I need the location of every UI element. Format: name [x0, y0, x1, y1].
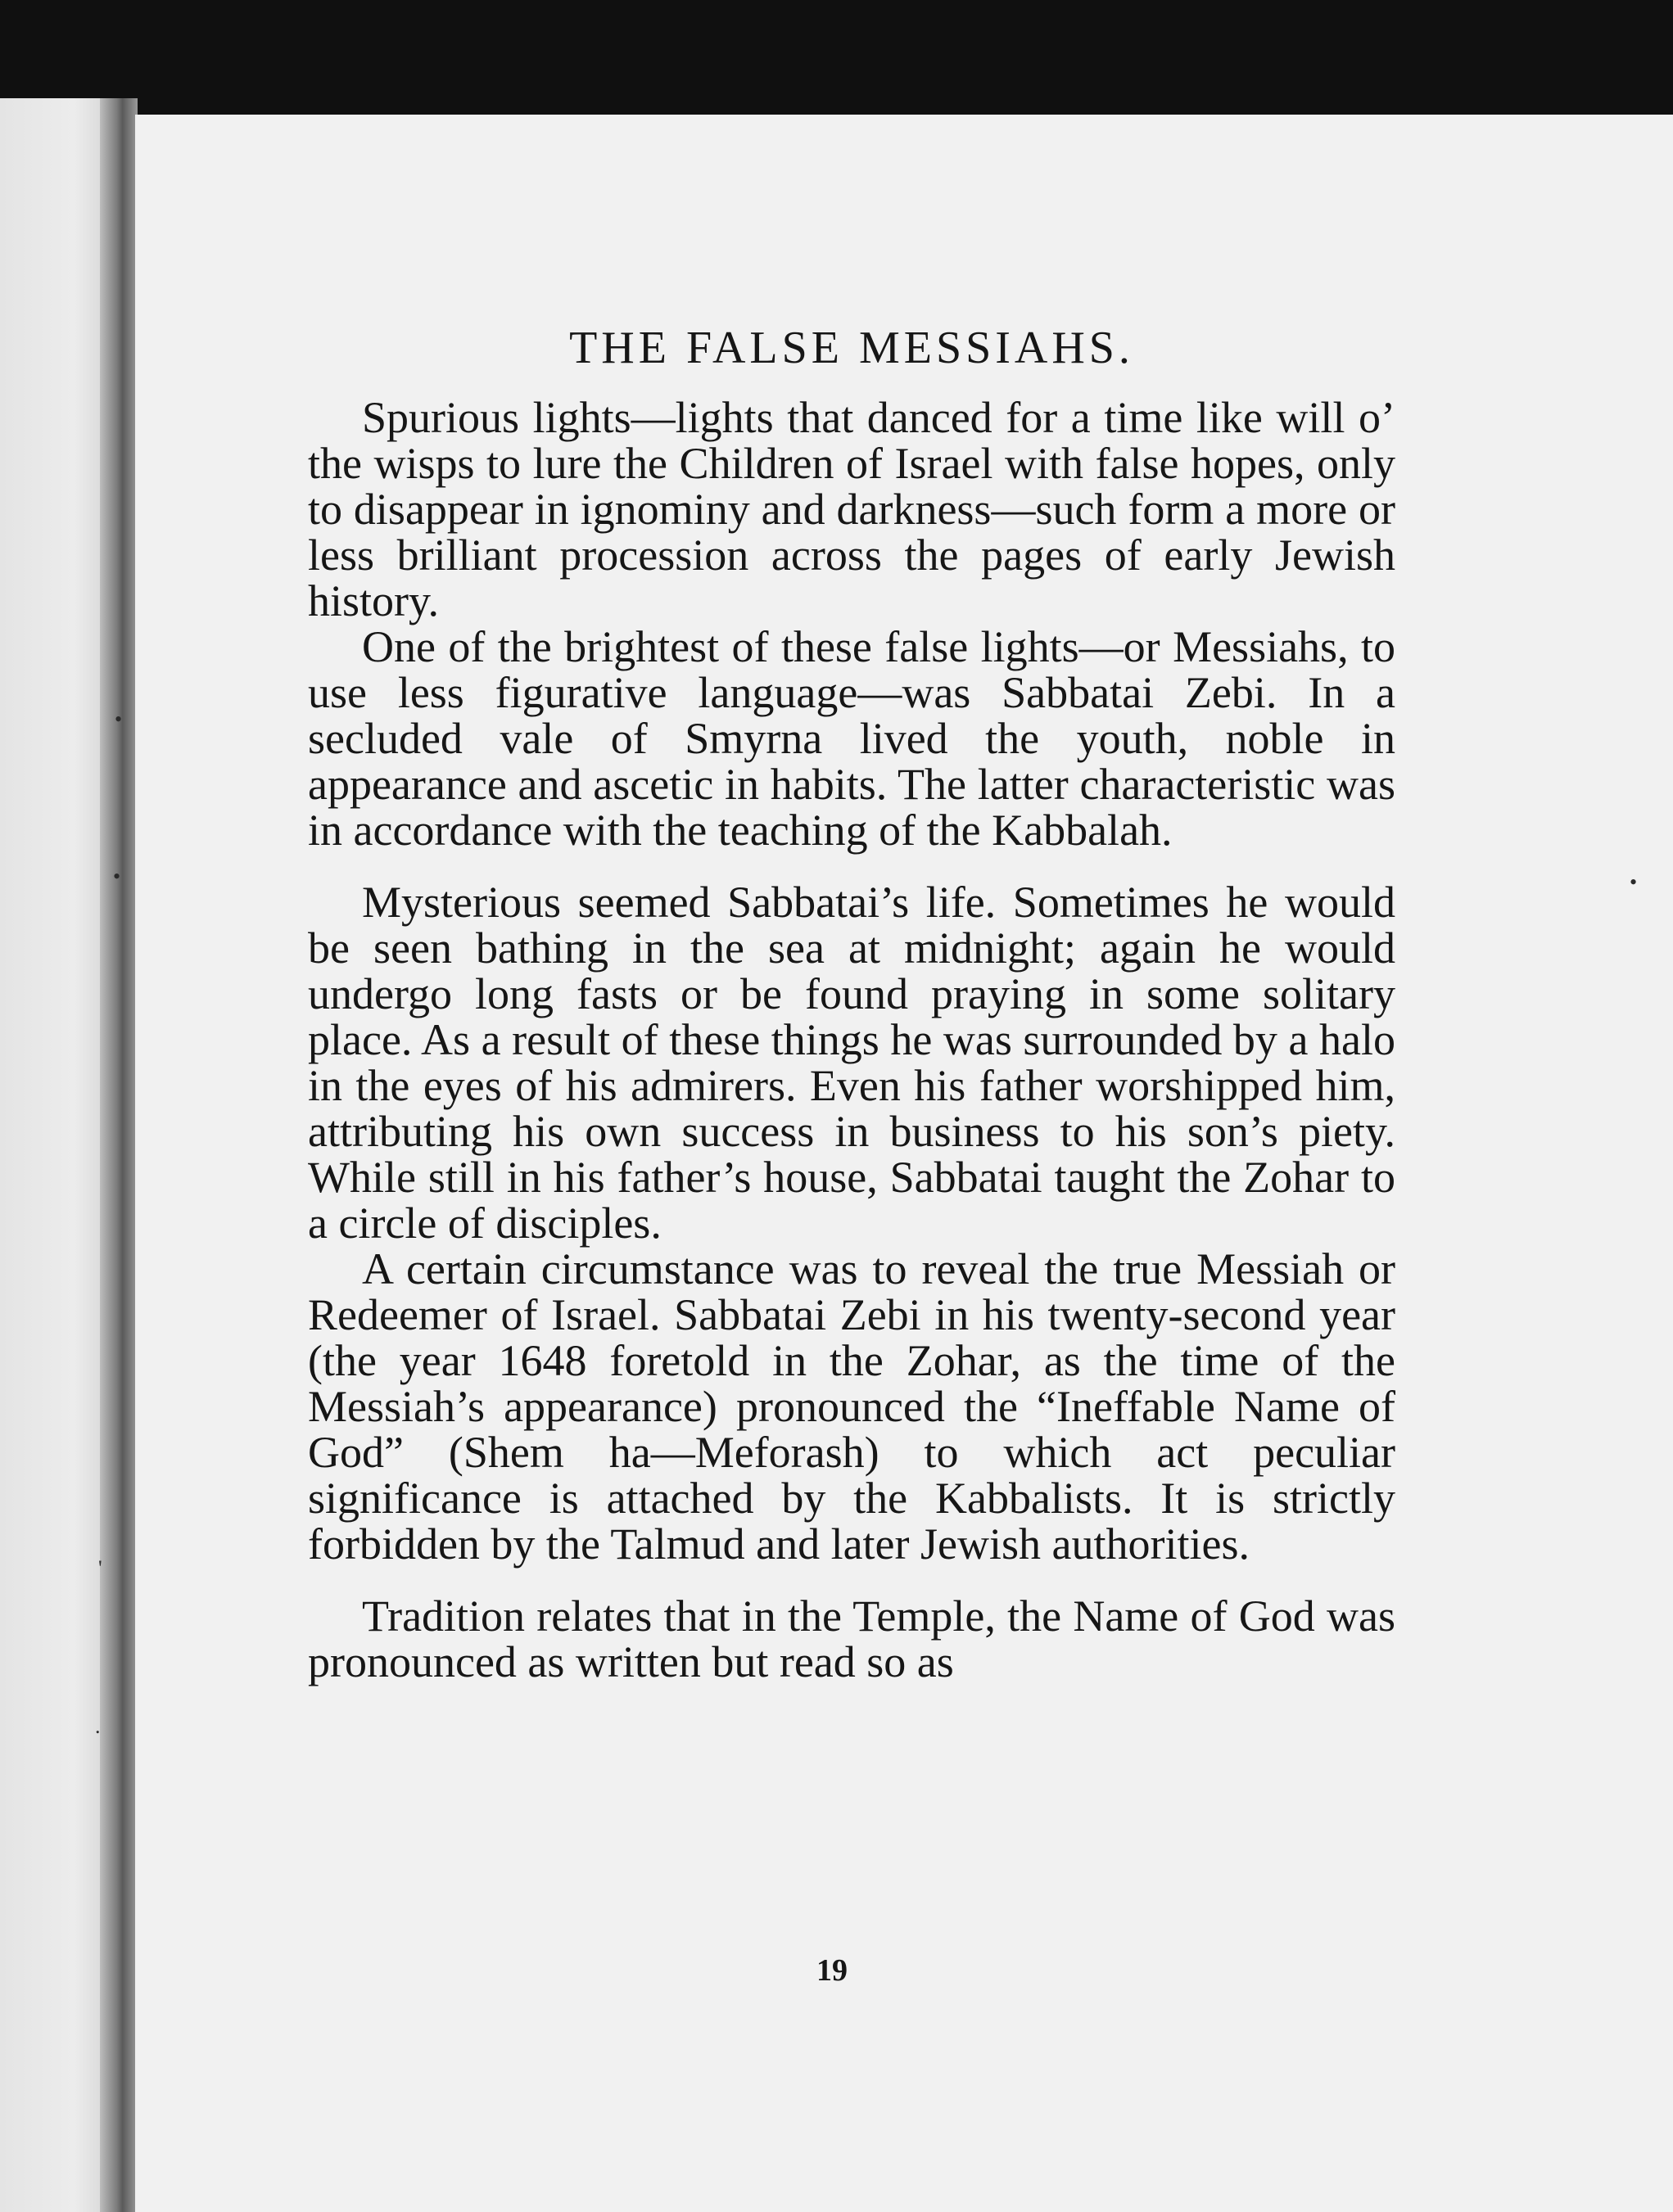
- paragraph: One of the brightest of these false lights—or Messiahs, to use less figurative language—was Sabbatai Zebi. In a secluded vale of Smyrna lived the youth, noble in appearance and ascetic in habits. The latter characteristic was in accordance with the teaching of the Kabbalah.: [308, 622, 1395, 855]
- paragraph: A certain circumstance was to reveal the true Messiah or Redeemer of Israel. Sabbatai Zebi in his twenty-second year (the year 1648 foretold in the Zohar, as the time of the Messiah’s appearance) pronounced the “Ineffable Name of God” (Shem ha—Meforash) to which act peculiar significance is attached by the Kabbalists. It is strictly forbidden by the Talmud and later Jewish authorities.: [308, 1244, 1395, 1569]
- paragraph: Mysterious seemed Sabbatai’s life. Sometimes he would be seen bathing in the sea at midnight; again he would undergo long fasts or be found praying in some solitary place. As a result of these things he was surrounded by a halo in the eyes of his admirers. Even his father worshipped him, attributing his own success in business to his son’s piety. While still in his father’s house, Sabbatai taught the Zohar to a circle of disciples.: [308, 878, 1395, 1248]
- margin-speck: .: [95, 1714, 101, 1738]
- paragraph: Spurious lights—lights that danced for a time like will o’ the wisps to lure the Children of Israel with false hopes, only to disappear in ignominy and darkness—such form a more or less brilliant procession across the pages of early Jewish history.: [308, 393, 1395, 625]
- page-text: [308, 319, 1395, 1685]
- chapter-title: THE FALSE MESSIAHS.: [569, 323, 1134, 373]
- margin-speck: •: [113, 864, 121, 888]
- page-number: 19: [816, 1953, 848, 1988]
- scan-top-border: [0, 0, 1673, 115]
- paragraph: Tradition relates that in the Temple, the Name of God was pronounced as written but read so as: [308, 1591, 1395, 1686]
- facing-page-edge: [0, 98, 106, 2212]
- margin-speck: •: [115, 707, 123, 731]
- margin-speck: ': [98, 1556, 102, 1580]
- margin-speck: •: [1630, 870, 1638, 894]
- book-gutter: [100, 98, 138, 2212]
